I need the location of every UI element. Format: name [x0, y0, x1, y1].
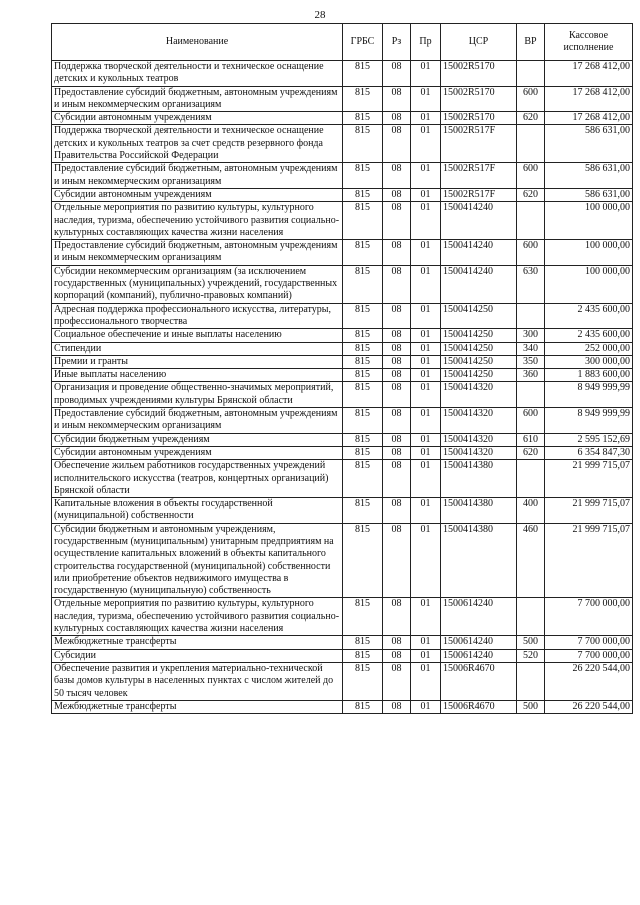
table-row: [52, 433, 633, 446]
row-sum: 100 000,00: [545, 265, 633, 303]
row-sum: 2 435 600,00: [545, 303, 633, 329]
table-row: [52, 355, 633, 368]
row-csr: 15006R4670: [441, 662, 517, 700]
row-csr: 15002R517F: [441, 188, 517, 201]
row-vr: 340: [517, 342, 545, 355]
row-vr: [517, 382, 545, 408]
row-csr: 1500414240: [441, 240, 517, 266]
row-grbs: 815: [343, 523, 383, 598]
row-csr: 1500414380: [441, 498, 517, 524]
row-vr: 300: [517, 329, 545, 342]
table-row: [52, 662, 633, 700]
table-row: [52, 382, 633, 408]
row-grbs: 815: [343, 433, 383, 446]
row-sum: 7 700 000,00: [545, 649, 633, 662]
row-rz: 08: [383, 700, 411, 713]
row-grbs: 815: [343, 636, 383, 649]
row-sum: 21 999 715,07: [545, 498, 633, 524]
row-pr: 01: [411, 86, 441, 112]
row-pr: 01: [411, 700, 441, 713]
header-rz: Рз: [383, 24, 411, 61]
row-sum: 2 595 152,69: [545, 433, 633, 446]
row-pr: 01: [411, 636, 441, 649]
row-name: Социальное обеспечение и иные выплаты населению: [52, 329, 343, 342]
row-vr: [517, 125, 545, 163]
table-row: [52, 460, 633, 498]
row-pr: 01: [411, 598, 441, 636]
row-rz: 08: [383, 86, 411, 112]
row-vr: [517, 598, 545, 636]
row-pr: 01: [411, 112, 441, 125]
row-csr: 1500414250: [441, 369, 517, 382]
row-sum: 8 949 999,99: [545, 382, 633, 408]
row-vr: 500: [517, 700, 545, 713]
row-grbs: 815: [343, 408, 383, 434]
row-rz: 08: [383, 265, 411, 303]
row-name: Субсидии некоммерческим организациям (за исключением государственных (муниципальных) учреждений, государственных корпораций (компаний), публично-правовых компаний): [52, 265, 343, 303]
row-sum: 7 700 000,00: [545, 598, 633, 636]
row-pr: 01: [411, 163, 441, 189]
row-rz: 08: [383, 382, 411, 408]
row-pr: 01: [411, 202, 441, 240]
row-vr: [517, 202, 545, 240]
table-row: [52, 125, 633, 163]
row-vr: [517, 61, 545, 87]
row-csr: 15002R517F: [441, 163, 517, 189]
row-rz: 08: [383, 598, 411, 636]
table-row: [52, 265, 633, 303]
table-row: [52, 163, 633, 189]
row-name: Межбюджетные трансферты: [52, 636, 343, 649]
row-csr: 1500414320: [441, 433, 517, 446]
header-name: Наименование: [52, 24, 343, 61]
row-vr: 630: [517, 265, 545, 303]
header-pr: Пр: [411, 24, 441, 61]
row-rz: 08: [383, 433, 411, 446]
table-row: [52, 498, 633, 524]
row-name: Субсидии бюджетным и автономным учреждениям, государственным (муниципальным) унитарным предприятиям на осуществление капитальных вложений в объекты капитального строительства государственной (муниципальной) собственности или приобретение объектов недвижимого имущества в государственную (муниципальную) собственность: [52, 523, 343, 598]
table-row: [52, 86, 633, 112]
row-grbs: 815: [343, 382, 383, 408]
row-grbs: 815: [343, 598, 383, 636]
row-vr: 600: [517, 163, 545, 189]
row-vr: 360: [517, 369, 545, 382]
row-csr: 15002R517F: [441, 125, 517, 163]
row-name: Поддержка творческой деятельности и техническое оснащение детских и кукольных театров: [52, 61, 343, 87]
row-name: Премии и гранты: [52, 355, 343, 368]
row-sum: 300 000,00: [545, 355, 633, 368]
row-grbs: 815: [343, 112, 383, 125]
row-sum: 100 000,00: [545, 240, 633, 266]
row-sum: 17 268 412,00: [545, 86, 633, 112]
row-name: Предоставление субсидий бюджетным, автономным учреждениям и иным некоммерческим организациям: [52, 163, 343, 189]
row-sum: 17 268 412,00: [545, 112, 633, 125]
row-csr: 1500414240: [441, 202, 517, 240]
row-vr: 460: [517, 523, 545, 598]
row-grbs: 815: [343, 342, 383, 355]
table-row: [52, 61, 633, 87]
table-row: [52, 598, 633, 636]
row-vr: 620: [517, 112, 545, 125]
row-grbs: 815: [343, 240, 383, 266]
row-name: Стипендии: [52, 342, 343, 355]
row-grbs: 815: [343, 265, 383, 303]
row-vr: 610: [517, 433, 545, 446]
table-row: [52, 700, 633, 713]
row-rz: 08: [383, 61, 411, 87]
row-name: Отдельные мероприятия по развитию культуры, культурного наследия, туризма, обеспечению устойчивого развития социально-культурных составляющих качества жизни населения: [52, 202, 343, 240]
row-rz: 08: [383, 125, 411, 163]
row-grbs: 815: [343, 369, 383, 382]
table-row: [52, 369, 633, 382]
row-grbs: 815: [343, 355, 383, 368]
row-sum: 1 883 600,00: [545, 369, 633, 382]
row-csr: 1500414250: [441, 355, 517, 368]
row-name: Субсидии автономным учреждениям: [52, 112, 343, 125]
row-vr: 620: [517, 188, 545, 201]
table-row: [52, 202, 633, 240]
table-row: [52, 523, 633, 598]
row-csr: 15002R5170: [441, 86, 517, 112]
row-pr: 01: [411, 125, 441, 163]
row-name: Предоставление субсидий бюджетным, автономным учреждениям и иным некоммерческим организациям: [52, 240, 343, 266]
row-rz: 08: [383, 369, 411, 382]
table-header-row: [52, 24, 633, 61]
row-vr: 600: [517, 408, 545, 434]
row-rz: 08: [383, 636, 411, 649]
row-csr: 1500414240: [441, 265, 517, 303]
table-row: [52, 649, 633, 662]
row-rz: 08: [383, 446, 411, 459]
table-row: [52, 408, 633, 434]
table-row: [52, 329, 633, 342]
page-number: 28: [314, 9, 326, 21]
row-rz: 08: [383, 355, 411, 368]
row-pr: 01: [411, 433, 441, 446]
row-sum: 21 999 715,07: [545, 460, 633, 498]
row-name: Субсидии: [52, 649, 343, 662]
row-name: Субсидии бюджетным учреждениям: [52, 433, 343, 446]
row-csr: 1500414320: [441, 382, 517, 408]
row-csr: 1500614240: [441, 649, 517, 662]
row-grbs: 815: [343, 460, 383, 498]
table-row: [52, 446, 633, 459]
header-vr: ВР: [517, 24, 545, 61]
row-grbs: 815: [343, 163, 383, 189]
table-row: [52, 188, 633, 201]
row-csr: 1500414380: [441, 460, 517, 498]
row-grbs: 815: [343, 86, 383, 112]
row-sum: 586 631,00: [545, 163, 633, 189]
row-rz: 08: [383, 523, 411, 598]
row-vr: 600: [517, 240, 545, 266]
row-grbs: 815: [343, 446, 383, 459]
row-vr: 350: [517, 355, 545, 368]
row-grbs: 815: [343, 61, 383, 87]
row-name: Организация и проведение общественно-значимых мероприятий, проводимых учреждениями культуры Брянской области: [52, 382, 343, 408]
row-rz: 08: [383, 240, 411, 266]
row-sum: 100 000,00: [545, 202, 633, 240]
row-csr: 1500414320: [441, 408, 517, 434]
row-rz: 08: [383, 163, 411, 189]
row-pr: 01: [411, 188, 441, 201]
row-csr: 1500614240: [441, 598, 517, 636]
row-rz: 08: [383, 342, 411, 355]
row-pr: 01: [411, 460, 441, 498]
row-csr: 1500414380: [441, 523, 517, 598]
row-csr: 1500414320: [441, 446, 517, 459]
row-vr: [517, 303, 545, 329]
row-sum: 586 631,00: [545, 125, 633, 163]
row-sum: 2 435 600,00: [545, 329, 633, 342]
row-grbs: 815: [343, 329, 383, 342]
row-sum: 17 268 412,00: [545, 61, 633, 87]
row-sum: 6 354 847,30: [545, 446, 633, 459]
row-pr: 01: [411, 369, 441, 382]
row-name: Поддержка творческой деятельности и техническое оснащение детских и кукольных театров за счет средств резервного фонда Правительства Российской Федерации: [52, 125, 343, 163]
row-name: Обеспечение жильем работников государственных учреждений исполнительского искусства (театров, концертных организаций) Брянской области: [52, 460, 343, 498]
row-vr: 400: [517, 498, 545, 524]
row-csr: 1500414250: [441, 303, 517, 329]
row-rz: 08: [383, 188, 411, 201]
row-name: Межбюджетные трансферты: [52, 700, 343, 713]
row-rz: 08: [383, 460, 411, 498]
table-row: [52, 240, 633, 266]
row-vr: 600: [517, 86, 545, 112]
row-pr: 01: [411, 446, 441, 459]
row-rz: 08: [383, 303, 411, 329]
row-pr: 01: [411, 498, 441, 524]
row-sum: 26 220 544,00: [545, 662, 633, 700]
table-body: [52, 61, 633, 714]
row-name: Обеспечение развития и укрепления материально-технической базы домов культуры в населенных пунктах с числом жителей до 50 тысяч человек: [52, 662, 343, 700]
row-csr: 15002R5170: [441, 112, 517, 125]
row-vr: [517, 662, 545, 700]
budget-execution-table: [51, 23, 633, 714]
row-name: Субсидии автономным учреждениям: [52, 188, 343, 201]
row-vr: 500: [517, 636, 545, 649]
row-pr: 01: [411, 329, 441, 342]
row-pr: 01: [411, 355, 441, 368]
row-rz: 08: [383, 498, 411, 524]
row-vr: 620: [517, 446, 545, 459]
row-grbs: 815: [343, 303, 383, 329]
row-pr: 01: [411, 382, 441, 408]
row-sum: 7 700 000,00: [545, 636, 633, 649]
row-name: Субсидии автономным учреждениям: [52, 446, 343, 459]
header-sum: Кассовое исполнение: [545, 24, 633, 61]
header-csr: ЦСР: [441, 24, 517, 61]
row-csr: 1500414250: [441, 329, 517, 342]
row-sum: 21 999 715,07: [545, 523, 633, 598]
row-rz: 08: [383, 202, 411, 240]
row-pr: 01: [411, 61, 441, 87]
row-csr: 15006R4670: [441, 700, 517, 713]
row-grbs: 815: [343, 188, 383, 201]
row-name: Отдельные мероприятия по развитию культуры, культурного наследия, туризма, обеспечению устойчивого развития социально-культурных составляющих качества жизни населения: [52, 598, 343, 636]
row-grbs: 815: [343, 498, 383, 524]
row-pr: 01: [411, 265, 441, 303]
row-vr: [517, 460, 545, 498]
row-rz: 08: [383, 408, 411, 434]
row-csr: 15002R5170: [441, 61, 517, 87]
row-sum: 586 631,00: [545, 188, 633, 201]
row-pr: 01: [411, 240, 441, 266]
row-name: Капитальные вложения в объекты государственной (муниципальной) собственности: [52, 498, 343, 524]
row-name: Адресная поддержка профессионального искусства, литературы, профессионального творчества: [52, 303, 343, 329]
row-name: Предоставление субсидий бюджетным, автономным учреждениям и иным некоммерческим организациям: [52, 86, 343, 112]
row-pr: 01: [411, 662, 441, 700]
row-csr: 1500614240: [441, 636, 517, 649]
table-row: [52, 112, 633, 125]
row-grbs: 815: [343, 700, 383, 713]
row-rz: 08: [383, 112, 411, 125]
row-pr: 01: [411, 523, 441, 598]
row-grbs: 815: [343, 202, 383, 240]
header-grbs: ГРБС: [343, 24, 383, 61]
table-row: [52, 303, 633, 329]
row-pr: 01: [411, 342, 441, 355]
row-vr: 520: [517, 649, 545, 662]
row-pr: 01: [411, 408, 441, 434]
row-sum: 26 220 544,00: [545, 700, 633, 713]
row-pr: 01: [411, 303, 441, 329]
row-grbs: 815: [343, 649, 383, 662]
table-row: [52, 636, 633, 649]
row-pr: 01: [411, 649, 441, 662]
row-grbs: 815: [343, 662, 383, 700]
row-rz: 08: [383, 649, 411, 662]
table-row: [52, 342, 633, 355]
row-csr: 1500414250: [441, 342, 517, 355]
row-rz: 08: [383, 662, 411, 700]
row-name: Иные выплаты населению: [52, 369, 343, 382]
row-sum: 252 000,00: [545, 342, 633, 355]
row-grbs: 815: [343, 125, 383, 163]
row-sum: 8 949 999,99: [545, 408, 633, 434]
row-name: Предоставление субсидий бюджетным, автономным учреждениям и иным некоммерческим организациям: [52, 408, 343, 434]
row-rz: 08: [383, 329, 411, 342]
